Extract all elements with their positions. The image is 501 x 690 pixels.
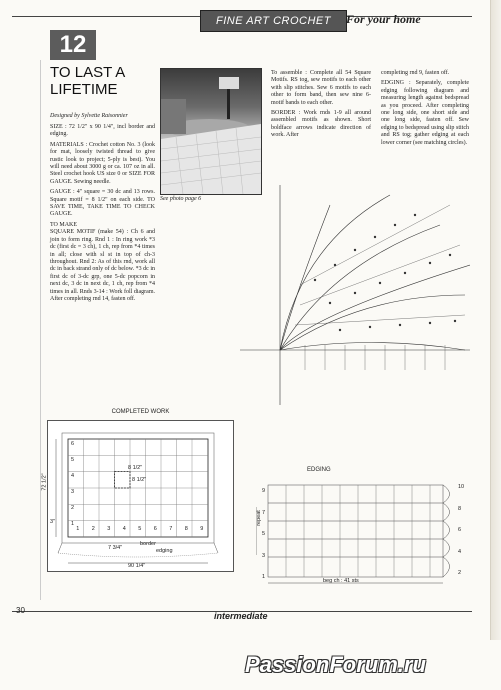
row-number: 4 bbox=[458, 548, 462, 555]
edging-stitch-diagram bbox=[256, 477, 466, 592]
motif-width-label: 8 1/2" bbox=[128, 465, 143, 471]
skill-level: intermediate bbox=[214, 611, 268, 621]
column-number: 3 bbox=[107, 526, 111, 532]
edging-rows-right bbox=[458, 484, 468, 576]
row-number: 9 bbox=[262, 488, 266, 494]
instructions-left-column bbox=[50, 124, 155, 306]
completed-work-title: COMPLETED WORK bbox=[111, 409, 170, 415]
border-stitch-diagram bbox=[240, 185, 470, 410]
instructions-right-column bbox=[381, 70, 469, 150]
pattern-title: TO LAST A LIFETIME bbox=[50, 64, 125, 98]
header-banner: FINE ART CROCHET bbox=[200, 10, 347, 32]
edging-label: edging bbox=[156, 548, 173, 554]
column-number: 2 bbox=[91, 526, 95, 532]
square-motif-text: SQUARE MOTIF (make 54) : Ch 6 and join to form ring. Rnd 1 : In ring work *3 dc (first dc = 3 ch), 1 ch, rep from *4 times in all; close with sl st in top of ch-3 throughout. Rnd 2: As of this rnd, work all dc in back strand only of dc below. *3 dc in first dc of 3-dc grp, one 5-dc popcorn in next dc, 3 dc in next dc, 1 ch, rep from *4 times in all. Rnds 3-14 : Work foll diagram. After completing rnd 14, fasten off. bbox=[50, 229, 155, 302]
completion-text: completing rnd 9, fasten off. bbox=[381, 70, 450, 76]
gauge-text: GAUGE : 4" square = 30 dc and 13 rows. Square motif = 8 1/2" on each side. TO SAVE TIME, TAKE TIME TO CHECK GAUGE. bbox=[50, 189, 155, 218]
edging-text: EDGING : Separately, complete edging following diagram and measuring length against bedspread as you proceed. After completing one long side, one short side and one long side, fasten off. Sew edging to bedspread using slip stitch and RS tog; gather edging at each lower corner (see matching circles). bbox=[381, 80, 469, 146]
base-chain-label: beg ch : 41 sts bbox=[323, 578, 359, 584]
column-divider bbox=[40, 60, 41, 600]
column-number: 6 bbox=[153, 526, 157, 532]
border-label: border bbox=[140, 541, 156, 547]
to-make-heading: TO MAKE bbox=[50, 221, 78, 228]
repeat-label: repeat bbox=[255, 510, 262, 526]
column-number: 8 bbox=[184, 526, 188, 532]
header-tagline: For your home bbox=[346, 12, 421, 26]
row-number: 1 bbox=[71, 521, 75, 527]
border-text: BORDER : Work rnds 1-9 all around assembled motifs as shown. Short boldface arrows indicate direction of work. After bbox=[271, 110, 371, 139]
size-text: SIZE : 72 1/2" x 90 1/4", incl border and edging. bbox=[50, 124, 155, 138]
row-number: 6 bbox=[458, 527, 462, 533]
row-number: 2 bbox=[458, 570, 462, 576]
side-dimension: 3" bbox=[50, 519, 56, 525]
width-dimension: 90 1/4" bbox=[128, 563, 146, 569]
edge-dimension: 7 3/4" bbox=[108, 545, 123, 551]
row-number: 1 bbox=[262, 574, 266, 580]
row-number: 3 bbox=[262, 552, 266, 559]
row-number: 2 bbox=[71, 505, 75, 511]
column-number: 7 bbox=[169, 526, 173, 532]
designer-credit: Designed by Sylvette Raisonnier bbox=[50, 113, 128, 119]
assemble-text: To assemble : Complete all 54 Square Motifs. RS tog, sew motifs to each other with slip stitches. Sew 6 motifs to each other to form band, then sew nine 6-motif bands to each other. bbox=[271, 70, 371, 106]
row-number: 3 bbox=[71, 489, 75, 495]
column-number: 9 bbox=[200, 526, 204, 532]
column-number: 1 bbox=[76, 526, 80, 532]
materials-text: MATERIALS : Crochet cotton No. 3 (look for mat, loosely twisted thread to give rustic look to project; 5-ply is best). You will need about 3000 g or ca. 107 oz in all. Steel crochet hook US size 0 or SIZE FOR GAUGE. Sewing needle. bbox=[50, 141, 155, 185]
page-number: 30 bbox=[16, 606, 25, 615]
instructions-middle-column bbox=[271, 70, 371, 143]
row-number-column bbox=[71, 441, 81, 537]
watermark: PassionForum.ru bbox=[245, 652, 426, 677]
height-dimension: 72 1/2" bbox=[41, 473, 48, 491]
column-number-row bbox=[70, 526, 210, 532]
row-number: 10 bbox=[458, 484, 465, 490]
photo-caption: See photo page 6 bbox=[160, 196, 202, 202]
bedspread-photo bbox=[160, 68, 262, 195]
column-number: 5 bbox=[138, 526, 142, 532]
row-number: 8 bbox=[458, 505, 462, 512]
row-number: 5 bbox=[262, 531, 266, 537]
bedspread-photo-illustration bbox=[161, 69, 261, 194]
row-number: 4 bbox=[71, 473, 75, 479]
row-number: 6 bbox=[71, 441, 75, 447]
page-edge bbox=[490, 0, 501, 640]
completed-work-diagram bbox=[41, 409, 234, 572]
row-number: 5 bbox=[71, 457, 75, 463]
edging-title: EDGING bbox=[307, 467, 331, 473]
row-number: 7 bbox=[262, 509, 266, 516]
pattern-number: 12 bbox=[50, 30, 96, 60]
motif-height-label: 8 1/2" bbox=[132, 477, 147, 483]
column-number: 4 bbox=[122, 526, 126, 532]
edging-rows-left bbox=[262, 488, 270, 580]
